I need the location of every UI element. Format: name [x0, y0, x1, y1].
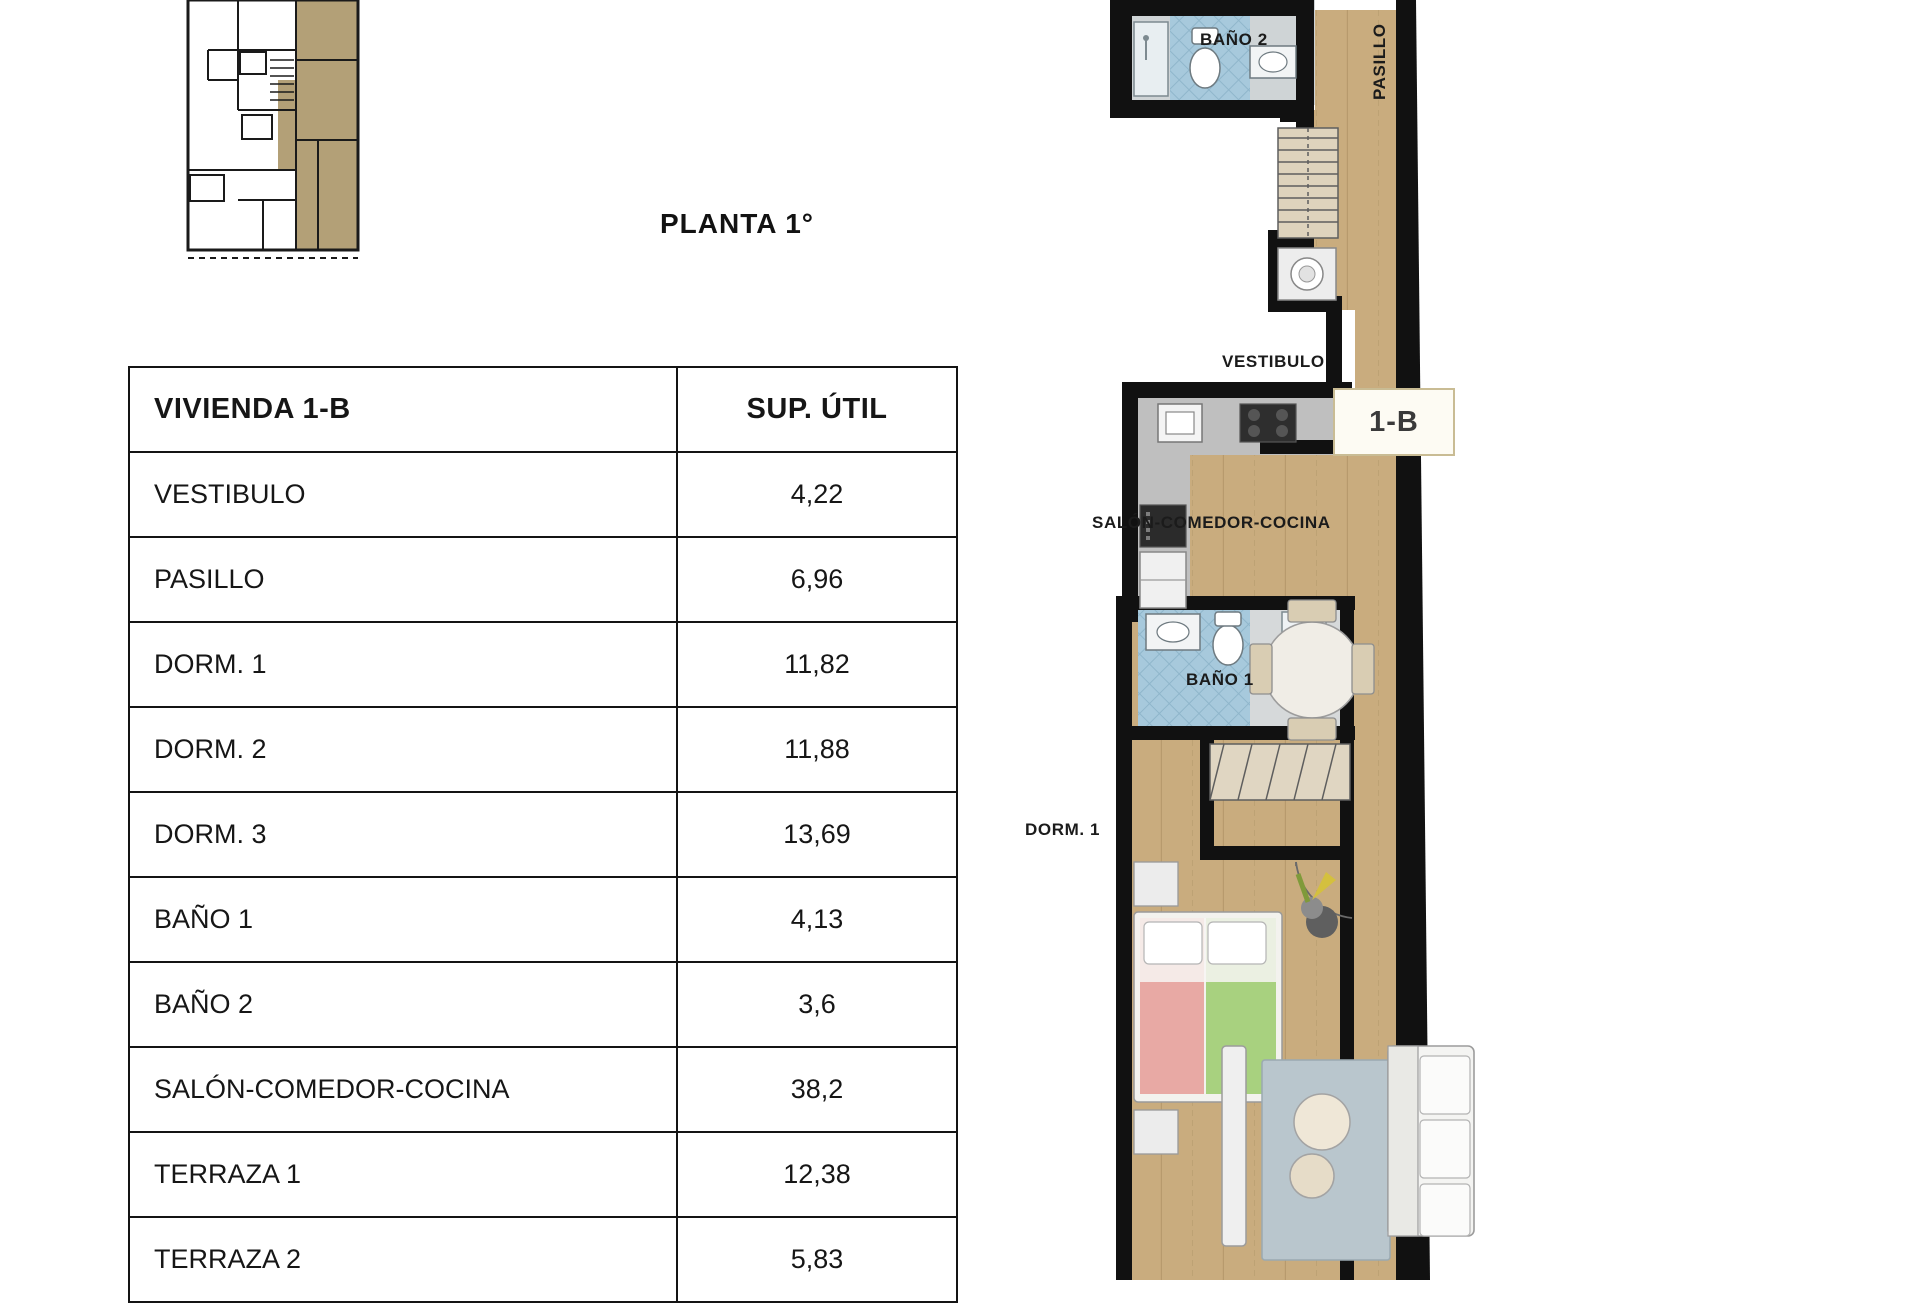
room-label-bano1: BAÑO 1 [1186, 670, 1254, 689]
table-cell-room-name: PASILLO [129, 537, 677, 622]
table-row [129, 1047, 957, 1132]
table-cell-room-name: DORM. 3 [129, 792, 677, 877]
room-label-salon: SALÓN-COMEDOR-COCINA [1092, 513, 1331, 532]
table-cell-room-name: SALÓN-COMEDOR-COCINA [129, 1047, 677, 1132]
areas-table-body [129, 452, 957, 1302]
table-cell-room-name: DORM. 2 [129, 707, 677, 792]
room-label-pasillo: PASILLO [1370, 23, 1389, 100]
table-cell-room-name: TERRAZA 2 [129, 1217, 677, 1302]
table-row [129, 707, 957, 792]
key-plan-thumbnail [178, 0, 408, 315]
table-cell-area-value: 4,13 [677, 877, 957, 962]
table-row [129, 877, 957, 962]
table-row [129, 537, 957, 622]
table-cell-room-name: VESTIBULO [129, 452, 677, 537]
room-label-bano2: BAÑO 2 [1200, 30, 1268, 49]
table-row [129, 1217, 957, 1302]
table-row [129, 1132, 957, 1217]
table-cell-room-name: DORM. 1 [129, 622, 677, 707]
table-cell-area-value: 13,69 [677, 792, 957, 877]
table-row [129, 962, 957, 1047]
table-cell-area-value: 3,6 [677, 962, 957, 1047]
table-cell-area-value: 12,38 [677, 1132, 957, 1217]
table-header-name: VIVIENDA 1-B [129, 367, 677, 452]
table-cell-room-name: BAÑO 1 [129, 877, 677, 962]
table-header-row [129, 367, 957, 452]
floor-plan [1025, 0, 1920, 1280]
room-label-vestibulo: VESTIBULO [1222, 352, 1325, 371]
areas-table [128, 366, 958, 1303]
table-cell-room-name: TERRAZA 1 [129, 1132, 677, 1217]
table-row [129, 622, 957, 707]
room-label-dorm1: DORM. 1 [1025, 820, 1101, 839]
table-cell-area-value: 11,82 [677, 622, 957, 707]
unit-tag-badge: 1-B [1333, 388, 1455, 456]
table-cell-area-value: 6,96 [677, 537, 957, 622]
table-cell-area-value: 4,22 [677, 452, 957, 537]
table-cell-area-value: 11,88 [677, 707, 957, 792]
table-row [129, 452, 957, 537]
table-cell-room-name: BAÑO 2 [129, 962, 677, 1047]
page-title: PLANTA 1° [660, 208, 814, 239]
table-row [129, 792, 957, 877]
table-header-value: SUP. ÚTIL [677, 367, 957, 452]
table-cell-area-value: 5,83 [677, 1217, 957, 1302]
table-cell-area-value: 38,2 [677, 1047, 957, 1132]
